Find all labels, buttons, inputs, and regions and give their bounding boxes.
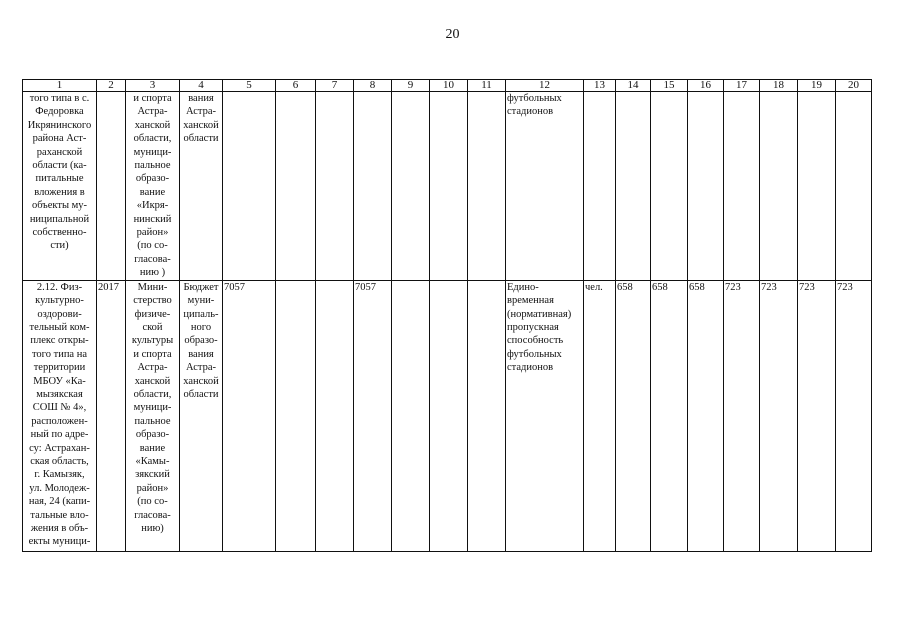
object-name-cell: 2.12. Физ- культурно- оздорови- тельный ком- плекс откры- того типа на территории МБОУ «Ка- мызякская СОШ № 4», расположен- ный по адре- су: Астрахан- ская область, г. Камызяк, ул. Молодеж- ная, 24 (капи- тальные вло- жения в объ- екты муници- [23, 280, 97, 551]
column-header: 11 [468, 80, 506, 92]
document-table [22, 79, 872, 552]
indicator-cell: Едино- временная (нормативная) пропускная способность футбольных стадионов [506, 280, 584, 551]
object-name-cell: того типа в с. Федоровка Икрянинского района Аст- раханской области (ка- питальные вложения в объекты му- ниципальной собственно- сти) [23, 92, 97, 281]
column-header: 7 [316, 80, 354, 92]
year-cell: 2017 [97, 280, 126, 551]
value-cell: 658 [651, 280, 688, 551]
page-number: 20 [445, 27, 460, 42]
column-header: 18 [760, 80, 798, 92]
column-header: 12 [506, 80, 584, 92]
table-row [23, 92, 872, 281]
column-header: 10 [430, 80, 468, 92]
value-cell [316, 92, 354, 281]
column-header: 9 [392, 80, 430, 92]
table-row [23, 280, 872, 551]
value-cell [468, 92, 506, 281]
value-cell [651, 92, 688, 281]
value-cell: 723 [760, 280, 798, 551]
column-header: 5 [223, 80, 276, 92]
value-cell [430, 92, 468, 281]
indicator-cell: футбольных стадионов [506, 92, 584, 281]
column-header: 17 [724, 80, 760, 92]
value-cell: 658 [616, 280, 651, 551]
column-header: 4 [180, 80, 223, 92]
value-cell [836, 92, 872, 281]
executor-cell: Мини- стерство физиче- ской культуры и спорта Астра- ханской области, муници- пальное образо- вание «Камы- зякский район» (по со- гласова- нию) [126, 280, 180, 551]
column-header: 6 [276, 80, 316, 92]
funding-source-cell: Бюджет муни- ципаль- ного образо- вания Астра- ханской области [180, 280, 223, 551]
unit-cell [584, 92, 616, 281]
value-cell [223, 92, 276, 281]
value-cell [276, 280, 316, 551]
column-header: 20 [836, 80, 872, 92]
value-cell: 7057 [354, 280, 392, 551]
value-cell [798, 92, 836, 281]
column-header: 14 [616, 80, 651, 92]
value-cell [276, 92, 316, 281]
value-cell: 7057 [223, 280, 276, 551]
value-cell: 658 [688, 280, 724, 551]
executor-cell: и спорта Астра- ханской области, муници- пальное образо- вание «Икря- нинский район» (по со- гласова- нию ) [126, 92, 180, 281]
column-header: 3 [126, 80, 180, 92]
column-header: 2 [97, 80, 126, 92]
value-cell [392, 280, 430, 551]
header-row [23, 80, 872, 92]
value-cell [316, 280, 354, 551]
column-header: 8 [354, 80, 392, 92]
column-header: 13 [584, 80, 616, 92]
value-cell [430, 280, 468, 551]
funding-source-cell: вания Астра- ханской области [180, 92, 223, 281]
value-cell [616, 92, 651, 281]
column-header: 15 [651, 80, 688, 92]
column-header: 16 [688, 80, 724, 92]
value-cell [354, 92, 392, 281]
value-cell: 723 [836, 280, 872, 551]
column-header: 1 [23, 80, 97, 92]
value-cell: 723 [724, 280, 760, 551]
value-cell [392, 92, 430, 281]
unit-cell: чел. [584, 280, 616, 551]
value-cell: 723 [798, 280, 836, 551]
value-cell [688, 92, 724, 281]
year-cell [97, 92, 126, 281]
column-header: 19 [798, 80, 836, 92]
value-cell [468, 280, 506, 551]
value-cell [760, 92, 798, 281]
value-cell [724, 92, 760, 281]
